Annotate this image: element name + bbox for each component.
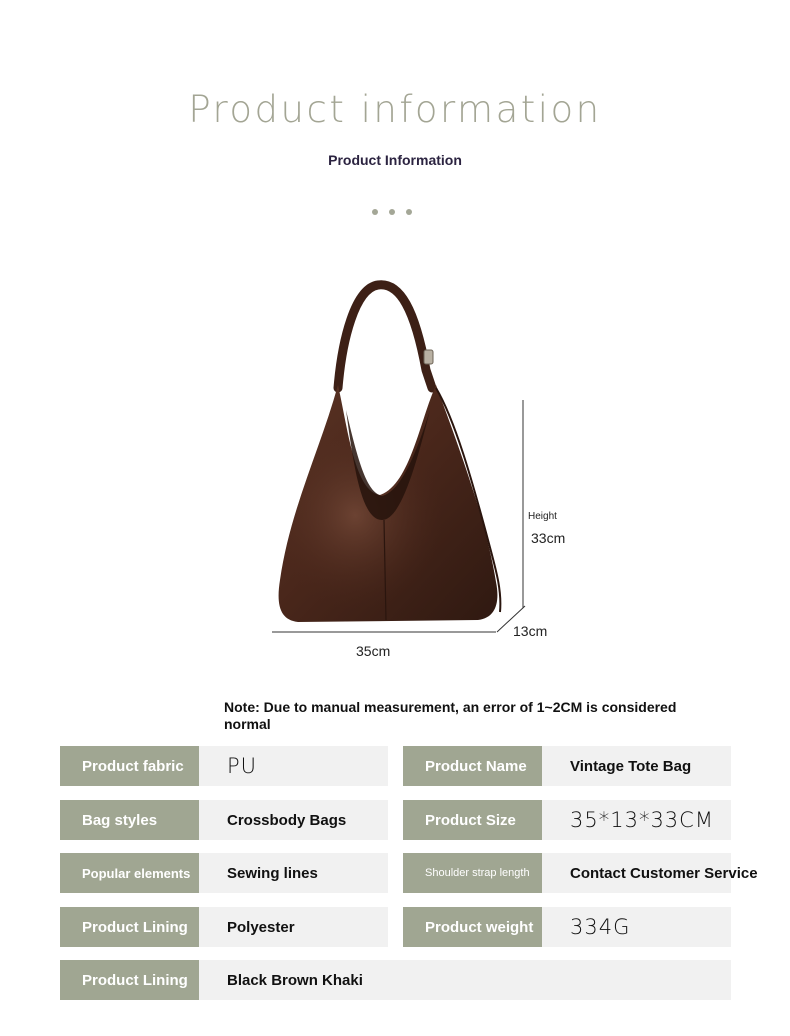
page-title: Product information: [188, 88, 602, 131]
spec-label: Product Name: [403, 746, 542, 786]
spec-row-bag-styles: [60, 800, 388, 840]
spec-row-product-colors: [60, 960, 731, 1000]
height-value: 33cm: [531, 530, 566, 546]
spec-label: Product Size: [403, 800, 542, 840]
spec-row-product-fabric: [60, 746, 388, 786]
dot-icon: [389, 209, 395, 215]
spec-row-product-weight: [403, 907, 731, 947]
spec-value: Black Brown Khaki: [199, 960, 731, 1000]
spec-row-product-lining: [60, 907, 388, 947]
dot-icon: [372, 209, 378, 215]
spec-row-product-name: [403, 746, 731, 786]
decorative-dots: [372, 209, 412, 215]
spec-row-popular-elements: [60, 853, 388, 893]
spec-value: Vintage Tote Bag: [542, 746, 731, 786]
spec-label: Product fabric: [60, 746, 199, 786]
dot-icon: [406, 209, 412, 215]
height-label: Height: [528, 511, 557, 522]
spec-label: Product weight: [403, 907, 542, 947]
spec-label: Bag styles: [60, 800, 199, 840]
measurement-note: Note: Due to manual measurement, an error of 1~2CM is considered normal: [224, 699, 677, 732]
spec-row-product-size: [403, 800, 731, 840]
spec-label: Shoulder strap length: [403, 853, 542, 893]
depth-value: 13cm: [513, 623, 548, 639]
brown-leather-hobo-bag-icon: [250, 270, 560, 670]
page-subtitle: Product Information: [328, 152, 462, 168]
spec-value: Polyester: [199, 907, 388, 947]
spec-row-shoulder-strap-length: [403, 853, 758, 893]
spec-value: Crossbody Bags: [199, 800, 388, 840]
spec-value: 35*13*33CM: [542, 800, 731, 840]
spec-label: Product Lining: [60, 960, 199, 1000]
spec-label: Product Lining: [60, 907, 199, 947]
spec-label: Popular elements: [60, 853, 199, 893]
spec-value: Contact Customer Service: [542, 853, 731, 893]
width-value: 35cm: [356, 643, 391, 659]
product-image: [250, 270, 566, 670]
spec-value: PU: [199, 746, 388, 786]
spec-value: Sewing lines: [199, 853, 388, 893]
spec-value: 334G: [542, 907, 731, 947]
